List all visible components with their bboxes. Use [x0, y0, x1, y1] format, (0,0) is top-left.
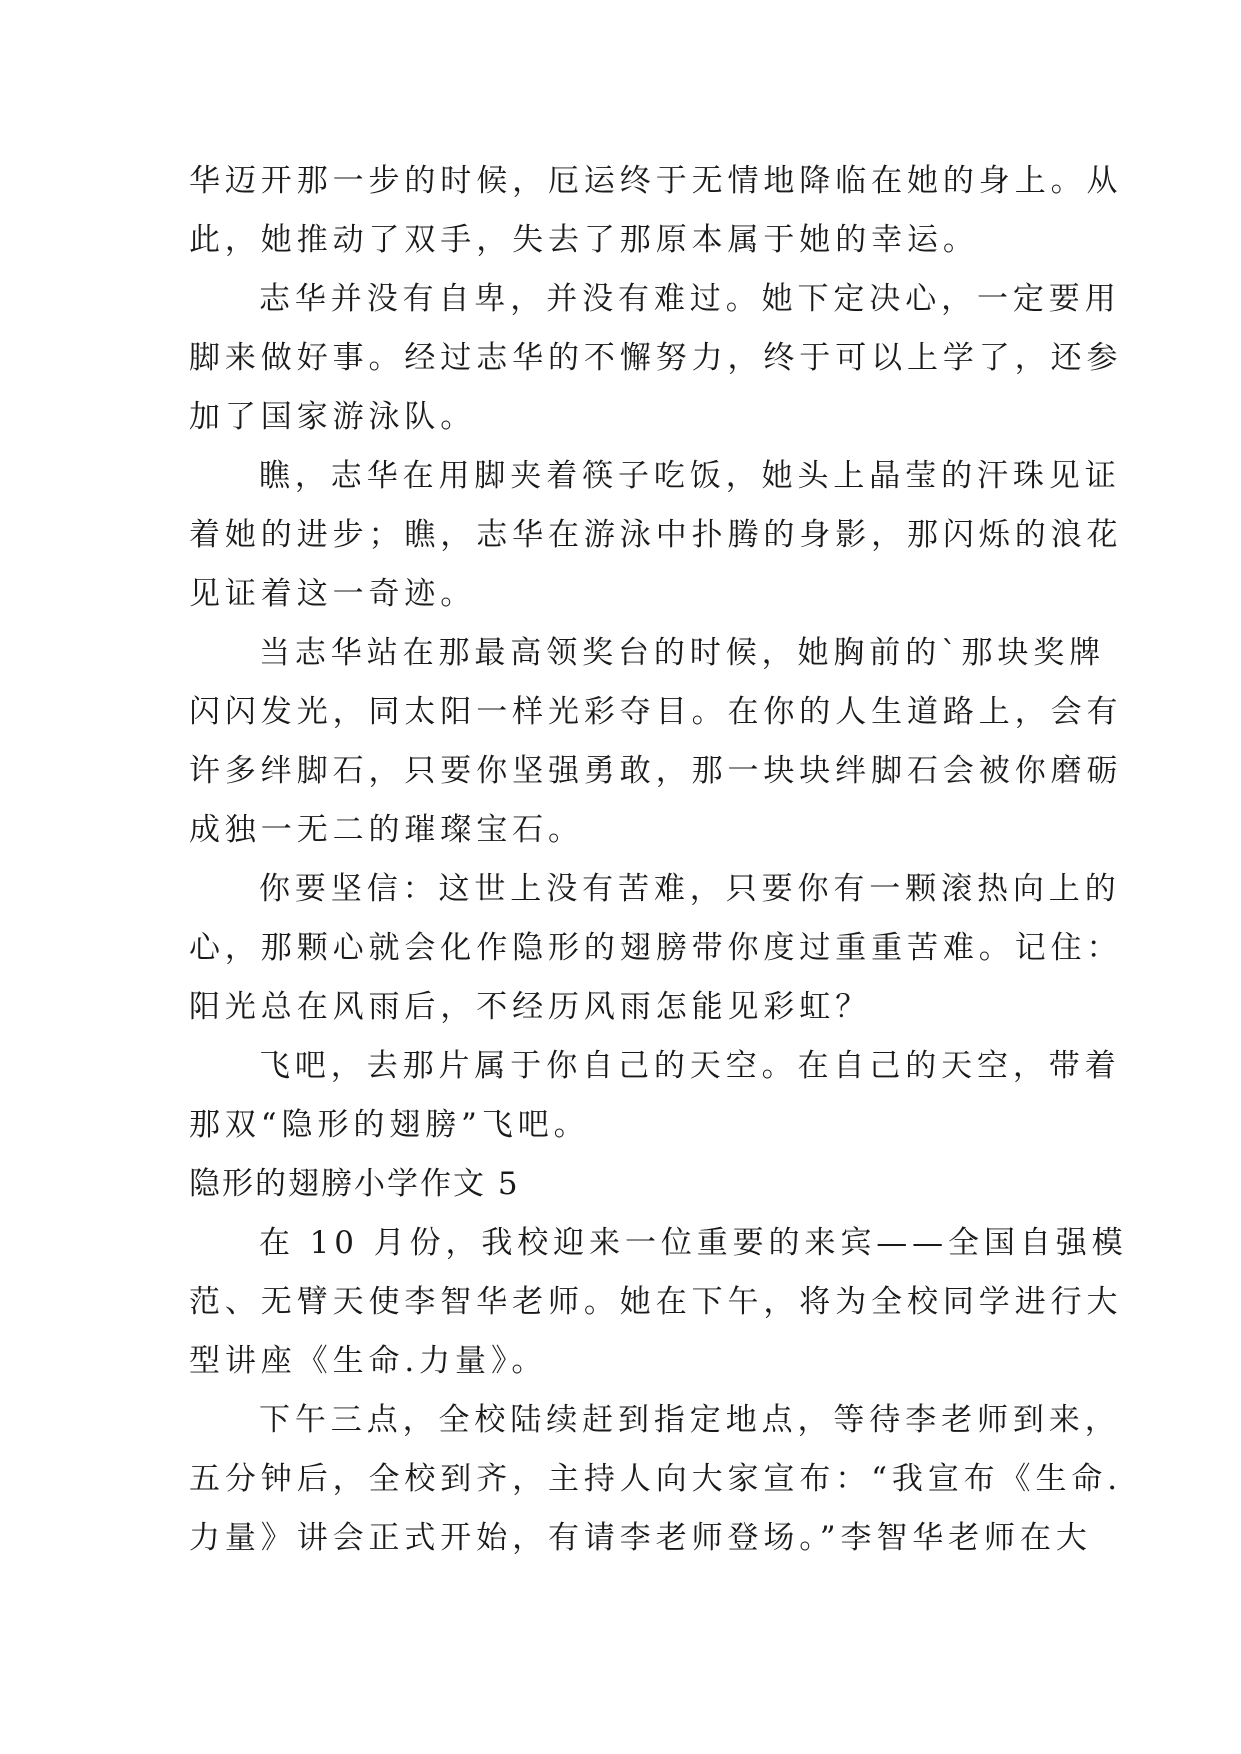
text-line: 范、无臂天使李智华老师。她在下午，将为全校同学进行大 [189, 1284, 1123, 1320]
text-line: 此，她推动了双手，失去了那原本属于她的幸运。 [189, 222, 979, 258]
text-line: 闪闪发光，同太阳一样光彩夺目。在你的人生道路上，会有 [189, 694, 1123, 730]
text-line: 型讲座《生命.力量》。 [189, 1343, 548, 1379]
paragraph-start-line: 瞧，志华在用脚夹着筷子吃饭，她头上晶莹的汗珠见证 [259, 458, 1121, 494]
text-line: 脚来做好事。经过志华的不懈努力，终于可以上学了，还参 [189, 340, 1123, 376]
text-line: 阳光总在风雨后，不经历风雨怎能见彩虹？ [189, 989, 872, 1025]
text-line: 见证着这一奇迹。 [189, 576, 477, 612]
text-line: 心，那颗心就会化作隐形的翅膀带你度过重重苦难。记住： [189, 930, 1123, 966]
paragraph-start-line: 飞吧，去那片属于你自己的天空。在自己的天空，带着 [259, 1048, 1121, 1084]
text-line: 着她的进步；瞧，志华在游泳中扑腾的身影，那闪烁的浪花 [189, 517, 1123, 553]
text-line: 许多绊脚石，只要你坚强勇敢，那一块块绊脚石会被你磨砺 [189, 753, 1123, 789]
paragraph-start-line: 志华并没有自卑，并没有难过。她下定决心，一定要用 [259, 281, 1121, 317]
text-line: 五分钟后，全校到齐，主持人向大家宣布：“我宣布《生命. [189, 1461, 1122, 1497]
text-line: 华迈开那一步的时候，厄运终于无情地降临在她的身上。从 [189, 163, 1123, 199]
text-line: 加了国家游泳队。 [189, 399, 477, 435]
paragraph-start-line: 下午三点，全校陆续赶到指定地点，等待李老师到来， [259, 1402, 1121, 1438]
paragraph-start-line: 当志华站在那最高领奖台的时候，她胸前的`那块奖牌 [259, 635, 1106, 671]
paragraph-start-line: 你要坚信：这世上没有苦难，只要你有一颗滚热向上的 [259, 871, 1121, 907]
section-heading: 隐形的翅膀小学作文 5 [189, 1166, 520, 1202]
text-line: 力量》讲会正式开始，有请李老师登场。”李智华老师在大 [189, 1520, 1092, 1556]
text-line: 成独一无二的璀璨宝石。 [189, 812, 584, 848]
document-body [189, 152, 1128, 1568]
paragraph-start-line: 在 10 月份，我校迎来一位重要的来宾——全国自强模 [259, 1225, 1128, 1261]
text-line: 那双“隐形的翅膀”飞吧。 [189, 1107, 590, 1143]
